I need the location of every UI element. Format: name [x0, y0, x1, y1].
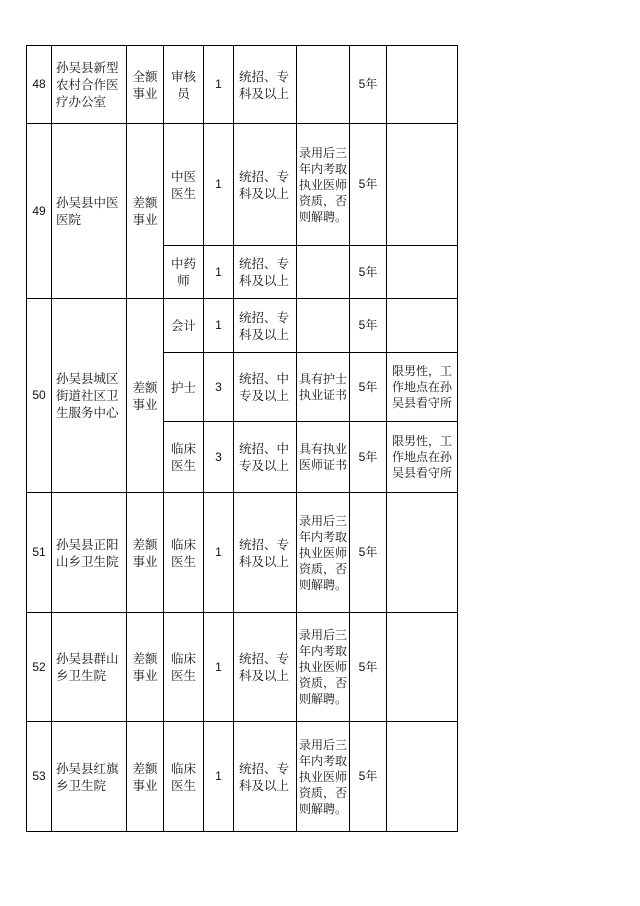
post-count: 3 — [204, 353, 234, 422]
post-count: 1 — [204, 246, 234, 299]
unit-name: 孙吴县城区街道社区卫生服务中心 — [52, 299, 127, 493]
unit-name: 孙吴县中医医院 — [52, 124, 127, 299]
remark — [387, 722, 458, 832]
post-name: 临床医生 — [164, 422, 204, 493]
table-row — [27, 46, 458, 124]
service-term: 5年 — [350, 353, 387, 422]
service-term: 5年 — [350, 46, 387, 124]
table-row — [27, 722, 458, 832]
post-name: 临床医生 — [164, 722, 204, 832]
other-requirement: 具有护士执业证书 — [297, 353, 350, 422]
other-requirement — [297, 46, 350, 124]
post-name: 会计 — [164, 299, 204, 353]
remark: 限男性，工作地点在孙吴县看守所 — [387, 422, 458, 493]
other-requirement: 录用后三年内考取执业医师资质，否则解聘。 — [297, 493, 350, 613]
recruitment-table — [26, 45, 458, 832]
post-name: 临床医生 — [164, 613, 204, 722]
table-row — [27, 124, 458, 246]
service-term: 5年 — [350, 246, 387, 299]
education-requirement: 统招、专科及以上 — [234, 124, 297, 246]
service-term: 5年 — [350, 422, 387, 493]
post-count: 1 — [204, 722, 234, 832]
row-number: 49 — [27, 124, 52, 299]
post-name: 护士 — [164, 353, 204, 422]
post-name: 临床医生 — [164, 493, 204, 613]
education-requirement: 统招、中专及以上 — [234, 353, 297, 422]
education-requirement: 统招、专科及以上 — [234, 722, 297, 832]
unit-type: 差额事业 — [127, 299, 164, 493]
remark — [387, 246, 458, 299]
remark — [387, 493, 458, 613]
unit-type: 全额事业 — [127, 46, 164, 124]
unit-name: 孙吴县正阳山乡卫生院 — [52, 493, 127, 613]
row-number: 52 — [27, 613, 52, 722]
other-requirement: 具有执业医师证书 — [297, 422, 350, 493]
education-requirement: 统招、专科及以上 — [234, 299, 297, 353]
other-requirement: 录用后三年内考取执业医师资质，否则解聘。 — [297, 613, 350, 722]
remark — [387, 124, 458, 246]
service-term: 5年 — [350, 299, 387, 353]
post-count: 1 — [204, 613, 234, 722]
post-name: 审核员 — [164, 46, 204, 124]
education-requirement: 统招、中专及以上 — [234, 422, 297, 493]
other-requirement — [297, 246, 350, 299]
table-row — [27, 299, 458, 353]
service-term: 5年 — [350, 722, 387, 832]
table-row — [27, 493, 458, 613]
unit-type: 差额事业 — [127, 124, 164, 299]
post-name: 中药师 — [164, 246, 204, 299]
row-number: 48 — [27, 46, 52, 124]
unit-name: 孙吴县红旗乡卫生院 — [52, 722, 127, 832]
other-requirement: 录用后三年内考取执业医师资质，否则解聘。 — [297, 722, 350, 832]
remark — [387, 46, 458, 124]
education-requirement: 统招、专科及以上 — [234, 246, 297, 299]
unit-name: 孙吴县群山乡卫生院 — [52, 613, 127, 722]
unit-name: 孙吴县新型农村合作医疗办公室 — [52, 46, 127, 124]
post-name: 中医医生 — [164, 124, 204, 246]
post-count: 1 — [204, 299, 234, 353]
education-requirement: 统招、专科及以上 — [234, 493, 297, 613]
education-requirement: 统招、专科及以上 — [234, 46, 297, 124]
row-number: 50 — [27, 299, 52, 493]
unit-type: 差额事业 — [127, 722, 164, 832]
service-term: 5年 — [350, 493, 387, 613]
education-requirement: 统招、专科及以上 — [234, 613, 297, 722]
other-requirement: 录用后三年内考取执业医师资质，否则解聘。 — [297, 124, 350, 246]
post-count: 1 — [204, 124, 234, 246]
post-count: 1 — [204, 493, 234, 613]
service-term: 5年 — [350, 613, 387, 722]
post-count: 3 — [204, 422, 234, 493]
row-number: 53 — [27, 722, 52, 832]
remark: 限男性，工作地点在孙吴县看守所 — [387, 353, 458, 422]
row-number: 51 — [27, 493, 52, 613]
unit-type: 差额事业 — [127, 493, 164, 613]
remark — [387, 299, 458, 353]
unit-type: 差额事业 — [127, 613, 164, 722]
remark — [387, 613, 458, 722]
table-row — [27, 613, 458, 722]
service-term: 5年 — [350, 124, 387, 246]
post-count: 1 — [204, 46, 234, 124]
other-requirement — [297, 299, 350, 353]
